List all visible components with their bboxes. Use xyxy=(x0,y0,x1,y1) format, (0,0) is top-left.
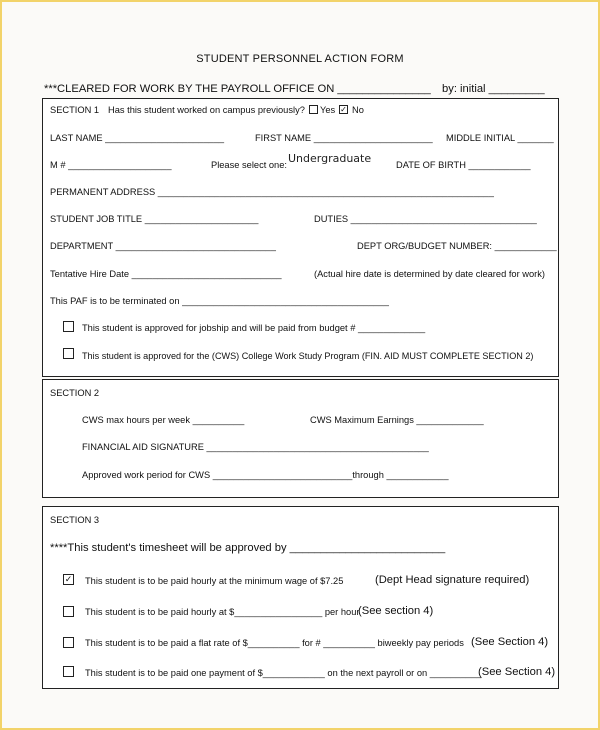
section-1-heading: SECTION 1 xyxy=(50,105,100,115)
worked-previously-question: Has this student worked on campus previously? xyxy=(108,105,305,115)
no-checkbox[interactable] xyxy=(339,105,348,114)
cws-checkbox[interactable] xyxy=(63,348,74,359)
pay-option-flat-rate-note: (See Section 4) xyxy=(471,636,549,648)
jobship-label: This student is approved for jobship and will be paid from budget # _____________ xyxy=(82,323,426,333)
pay-option-hourly-note: (See section 4) xyxy=(358,605,434,617)
pay-option-hourly-checkbox[interactable] xyxy=(63,606,74,617)
jobship-checkbox[interactable] xyxy=(63,321,74,332)
date-of-birth-field[interactable]: DATE OF BIRTH ____________ xyxy=(396,160,531,170)
student-level-select[interactable]: Undergraduate xyxy=(288,152,372,165)
pay-option-flat-rate-label: This student is to be paid a flat rate of $__________ for # __________ biweekly pay periods xyxy=(85,638,464,648)
pay-option-min-wage-checkbox[interactable] xyxy=(63,574,74,585)
terminated-date-field[interactable]: This PAF is to be terminated on ________________________________________ xyxy=(50,296,389,306)
cws-work-period-field[interactable]: Approved work period for CWS ___________________________through ____________ xyxy=(82,470,449,480)
permanent-address-field[interactable]: PERMANENT ADDRESS _________________________________________________________________ xyxy=(50,187,494,197)
select-one-label: Please select one: xyxy=(211,160,287,170)
section-3-heading: SECTION 3 xyxy=(50,515,100,525)
no-label: No xyxy=(352,105,364,115)
pay-option-one-payment-label: This student is to be paid one payment of $____________ on the next payroll or on __________ xyxy=(85,668,482,678)
cleared-line: ***CLEARED FOR WORK BY THE PAYROLL OFFICE ON _______________ xyxy=(44,83,431,95)
first-name-field[interactable]: FIRST NAME _______________________ xyxy=(255,133,433,143)
section-3-box xyxy=(42,506,559,689)
pay-option-check-mark: ✓ xyxy=(64,574,73,584)
hire-date-field[interactable]: Tentative Hire Date _____________________________ xyxy=(50,269,282,279)
pay-option-one-payment-note: (See Section 4) xyxy=(478,666,556,678)
job-title-field[interactable]: STUDENT JOB TITLE ______________________ xyxy=(50,214,259,224)
pay-option-one-payment-checkbox[interactable] xyxy=(63,666,74,677)
yes-label: Yes xyxy=(320,105,336,115)
cws-max-earnings-field[interactable]: CWS Maximum Earnings _____________ xyxy=(310,415,484,425)
middle-initial-field[interactable]: MIDDLE INITIAL _______ xyxy=(446,133,554,143)
cws-max-hours-field[interactable]: CWS max hours per week __________ xyxy=(82,415,245,425)
section-2-heading: SECTION 2 xyxy=(50,388,100,398)
pay-option-hourly-label: This student is to be paid hourly at $_________________ per hour xyxy=(85,607,360,617)
pay-option-min-wage-label: This student is to be paid hourly at the minimum wage of $7.25 xyxy=(85,576,344,586)
department-field[interactable]: DEPARTMENT _______________________________ xyxy=(50,241,276,251)
hire-date-note: (Actual hire date is determined by date cleared for work) xyxy=(314,269,545,279)
financial-aid-signature-field[interactable]: FINANCIAL AID SIGNATURE ___________________________________________ xyxy=(82,442,429,452)
cws-label: This student is approved for the (CWS) College Work Study Program (FIN. AID MUST COMPLETE SECTION 2) xyxy=(82,351,534,361)
pay-option-flat-rate-checkbox[interactable] xyxy=(63,637,74,648)
cleared-initial: by: initial _________ xyxy=(442,83,545,95)
dept-org-budget-field[interactable]: DEPT ORG/BUDGET NUMBER: ____________ xyxy=(357,241,557,251)
yes-checkbox[interactable] xyxy=(309,105,318,114)
pay-option-min-wage-note: (Dept Head signature required) xyxy=(375,574,530,586)
no-check-mark: ✓ xyxy=(340,105,347,114)
form-title: STUDENT PERSONNEL ACTION FORM xyxy=(196,53,404,65)
duties-field[interactable]: DUTIES ____________________________________ xyxy=(314,214,537,224)
m-number-field[interactable]: M # ____________________ xyxy=(50,160,172,170)
timesheet-approver-field[interactable]: ****This student's timesheet will be approved by _________________________ xyxy=(50,542,446,554)
last-name-field[interactable]: LAST NAME _______________________ xyxy=(50,133,225,143)
